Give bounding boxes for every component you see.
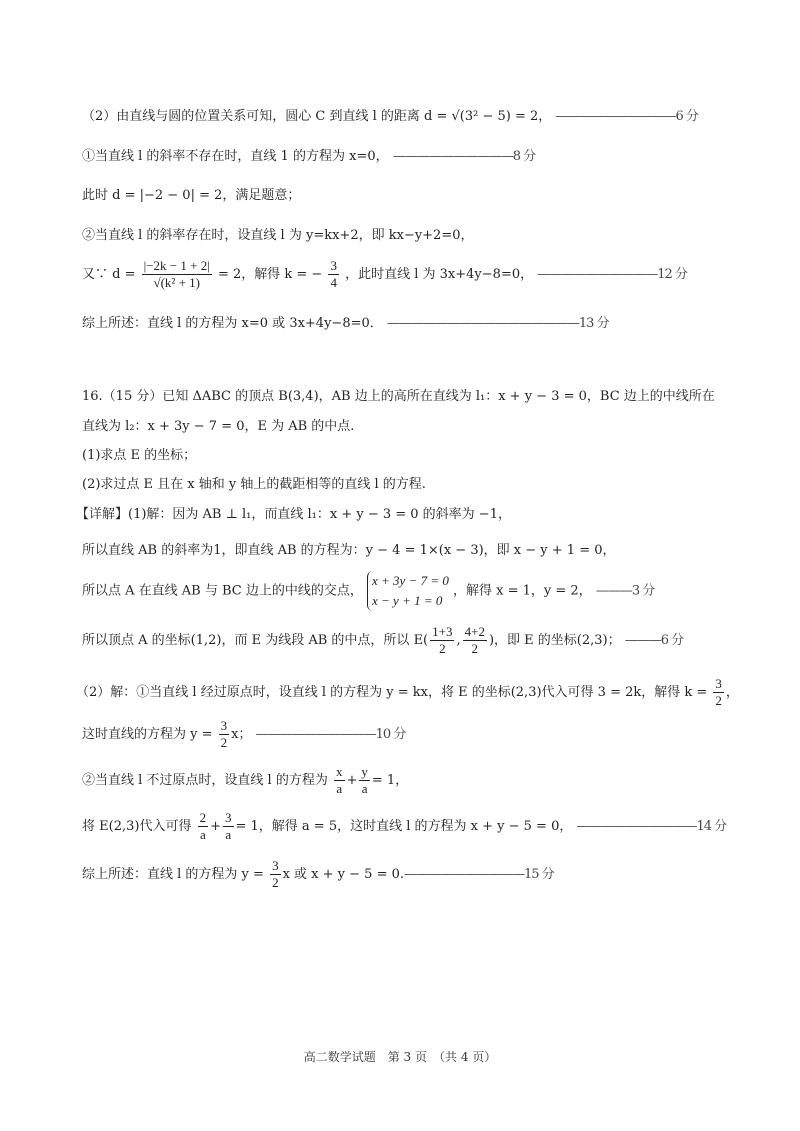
numerator: 2	[199, 810, 207, 825]
q16-sub-2: (2)求过点 E 且在 x 轴和 y 轴上的截距相等的直线 l 的方程.	[82, 477, 426, 492]
score-mark: ————————————————13 分	[386, 316, 609, 331]
q16-sub-1: (1)求点 E 的坐标；	[82, 448, 197, 463]
score-mark: ———6 分	[624, 633, 684, 648]
denominator: a	[361, 781, 368, 796]
solution-part2-step-2	[82, 718, 405, 751]
denominator: 2	[439, 641, 446, 656]
solution-part2-step-3: ②当直线 l 不过原点时，设直线 l 的方程为 $\frac{x}{a}$ + $\frac{y}{a}$ = 1，	[82, 764, 409, 796]
solution-step-1: 【详解】(1)解：因为 AB ⊥ l₁，而直线 l₁：x + y − 3 = 0 的斜率为 −1，	[76, 507, 511, 522]
text: ，此时直线 l 为 3x+4y−8=0，	[345, 267, 534, 282]
text: （2）由直线与圆的位置关系可知，圆心 C 到直线 l 的距离 d = √(3² − 5) = 2，	[82, 109, 552, 124]
text: 这时直线的方程为 y =	[82, 727, 213, 742]
equation: x − y + 1 = 0	[372, 593, 443, 608]
text: 所以顶点 A 的坐标(1,2)，而 E 为线段 AB 的中点，所以 E(	[82, 633, 429, 648]
text: ，解得 x = 1，y = 2，	[453, 583, 592, 599]
numerator: y	[361, 764, 368, 779]
case2-solve-line	[82, 258, 687, 291]
denominator: 2	[715, 693, 722, 708]
solution-summary	[82, 858, 554, 891]
fraction	[359, 764, 370, 797]
page-footer: 高二数学试题 第 3 页 （共 4 页）	[303, 1050, 497, 1064]
fraction	[713, 676, 724, 709]
score-mark: ——————————14 分	[576, 819, 727, 834]
numerator: |−2k − 1 + 2|	[143, 258, 210, 273]
fraction	[463, 624, 487, 657]
text: x 或 x + y − 5 = 0.	[282, 867, 404, 882]
text: 将 E(2,3)代入可得	[82, 819, 192, 834]
fraction	[223, 810, 234, 843]
fraction	[430, 624, 454, 657]
score-mark: ——————————6 分	[555, 109, 698, 124]
denominator: a	[225, 827, 232, 842]
text: = 1，	[371, 773, 409, 788]
numerator: 1+3	[432, 624, 453, 639]
denominator: a	[336, 781, 343, 796]
text: = 2，解得 k = −	[217, 267, 323, 282]
denominator: √(k² + 1)	[153, 275, 200, 290]
text: 综上所述：直线 l 的方程为 y =	[82, 867, 264, 882]
solution-step-3	[82, 571, 654, 611]
text: ②当直线 l 不过原点时，设直线 l 的方程为	[82, 773, 328, 788]
denominator: 2	[272, 875, 279, 890]
q16-stem-1: 16.（15 分）已知 ΔABC 的顶点 B(3,4)，AB 边上的高所在直线为 l₁：x + y − 3 = 0，BC 边上的中线所在	[82, 389, 715, 404]
numerator: 3	[225, 810, 232, 825]
denominator: 2	[471, 641, 479, 656]
text: )，即 E 的坐标(2,3)；	[488, 633, 621, 648]
score-mark: ——————————10 分	[255, 727, 406, 742]
numerator: 3	[220, 718, 228, 733]
fraction	[219, 718, 230, 751]
case1-check-line: 此时 d = |−2 − 0| = 2，满足题意；	[82, 188, 301, 203]
numerator: 3	[272, 858, 279, 873]
fraction	[328, 258, 339, 291]
score-mark: ——————————15 分	[404, 867, 554, 882]
score-mark: ——————————12 分	[537, 267, 687, 282]
denominator: 2	[220, 735, 228, 750]
text: （2）解：①当直线 l 经过原点时，设直线 l 的方程为 y = kx，将 E 的坐标(2,3)代入可得 3 = 2k，解得 k =	[76, 685, 708, 700]
text: 又∵ d =	[82, 267, 136, 282]
text: ①当直线 l 的斜率不存在时，直线 1 的方程为 x=0，	[82, 149, 389, 164]
case1-line	[82, 148, 535, 166]
solution-part2-step-1: （2）解：①当直线 l 经过原点时，设直线 l 的方程为 y = kx，将 E 的坐标(2,3)代入可得 3 = 2k，解得 k = $\frac{3}{2}$ ，	[76, 676, 739, 708]
text: x；	[231, 727, 252, 742]
text: 综上所述：直线 l 的方程为 x=0 或 3x+4y−8=0．	[82, 316, 383, 331]
denominator: 4	[330, 275, 337, 290]
numerator: 4+2	[464, 624, 485, 639]
text: = 1，解得 a = 5，这时直线 l 的方程为 x + y − 5 = 0，	[235, 819, 573, 834]
solution-step-2: 所以直线 AB 的斜率为1，即直线 AB 的方程为：y − 4 = 1×(x − 3)，即 x − y + 1 = 0，	[82, 543, 616, 558]
fraction	[270, 858, 281, 891]
part2-distance-line	[82, 108, 698, 126]
score-mark: ——————————8 分	[392, 149, 536, 164]
q16-stem-2: 直线为 l₂：x + 3y − 7 = 0，E 为 AB 的中点.	[82, 419, 355, 434]
numerator: 3	[330, 258, 337, 273]
equation-system	[367, 571, 449, 611]
score-mark: ———3 分	[595, 583, 655, 599]
text: 所以点 A 在直线 AB 与 BC 边上的中线的交点，	[82, 583, 363, 599]
solution-step-4: 所以顶点 A 的坐标(1,2)，而 E 为线段 AB 的中点，所以 E( $\frac{1+3}{2}$ , $\frac{4+2}{2}$ )，即 E 的坐标(2,3)； ———6 分	[82, 624, 684, 656]
numerator: x	[336, 764, 343, 779]
summary-line	[82, 315, 609, 333]
fraction	[334, 764, 345, 797]
solution-part2-step-4: 将 E(2,3)代入可得 $\frac{2}{a}$ + $\frac{3}{a}$ = 1，解得 a = 5，这时直线 l 的方程为 x + y − 5 = 0， ——————————14 分	[82, 810, 727, 842]
numerator: 3	[715, 676, 722, 691]
case2-line: ②当直线 l 的斜率存在时，设直线 l 为 y=kx+2，即 kx−y+2=0，	[82, 228, 474, 243]
fraction	[198, 810, 209, 843]
equation: x + 3y − 7 = 0	[372, 573, 449, 588]
fraction	[142, 258, 212, 291]
denominator: a	[199, 827, 206, 842]
